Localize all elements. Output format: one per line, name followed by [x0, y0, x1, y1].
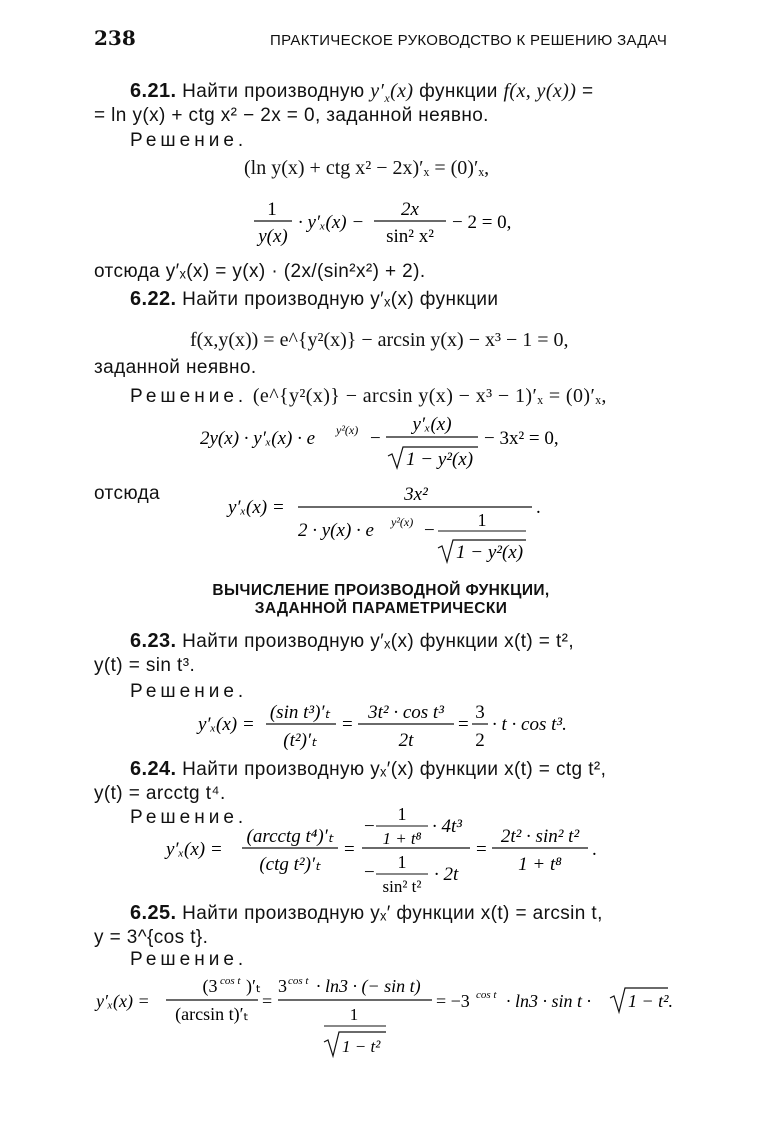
- svg-text:2t² · sin² t²: 2t² · sin² t²: [500, 826, 580, 847]
- svg-text:cos t: cos t: [476, 989, 497, 1001]
- solution-formula: [94, 968, 684, 1060]
- svg-text:sin² t²: sin² t²: [382, 877, 422, 896]
- svg-text:= −3: = −3: [436, 991, 470, 1011]
- svg-text:cos t: cos t: [220, 975, 241, 987]
- svg-text:3x²: 3x²: [404, 484, 428, 505]
- svg-text:· t · cos t³.: · t · cos t³.: [492, 714, 567, 735]
- svg-text:y′ₓ(x) =: y′ₓ(x) =: [166, 839, 223, 860]
- svg-text:.: .: [592, 839, 597, 860]
- problem-statement-line-2: заданной неявно.: [94, 357, 257, 378]
- svg-text:=: =: [262, 991, 273, 1011]
- svg-text:1 − t².: 1 − t².: [628, 991, 674, 1011]
- svg-text:(arcsin t)′ₜ: (arcsin t)′ₜ: [175, 1004, 249, 1024]
- statement-text: Найти производную yₓ′ функции x(t) = arcsin t,: [182, 903, 603, 924]
- svg-text:1: 1: [397, 852, 407, 872]
- svg-text:=: =: [476, 839, 487, 860]
- svg-text:1: 1: [397, 804, 407, 824]
- svg-text:−: −: [364, 816, 375, 837]
- svg-text:1 − t²: 1 − t²: [342, 1037, 381, 1056]
- problem-statement-line-2: y(t) = sin t³.: [94, 655, 196, 676]
- solution-label: Решение.: [130, 681, 248, 702]
- equation-2: [250, 196, 520, 252]
- statement-text: Найти производную y′ₓ(x) функции x(t) = t²,: [182, 631, 575, 652]
- svg-text:y²(x): y²(x): [391, 515, 414, 529]
- svg-text:3t² · cos t³: 3t² · cos t³: [368, 702, 444, 723]
- svg-text:.: .: [536, 497, 541, 518]
- svg-text:1 + t⁸: 1 + t⁸: [382, 829, 422, 848]
- svg-text:− 3x² = 0,: − 3x² = 0,: [484, 428, 559, 449]
- svg-text:y′ₓ(x) =: y′ₓ(x) =: [198, 714, 255, 735]
- svg-text:y²(x): y²(x): [336, 423, 359, 437]
- svg-text:(ctg t²)′ₜ: (ctg t²)′ₜ: [259, 854, 321, 875]
- solution-label: Решение.: [130, 949, 248, 970]
- svg-text:(t²)′ₜ: (t²)′ₜ: [283, 730, 317, 751]
- page-number: 238: [94, 26, 136, 50]
- svg-text:2x: 2x: [401, 199, 419, 220]
- solution-line: [130, 385, 607, 408]
- running-title: ПРАКТИЧЕСКОЕ РУКОВОДСТВО К РЕШЕНИЮ ЗАДАЧ: [270, 32, 668, 49]
- svg-text:2y(x) · y′ₓ(x) · e: 2y(x) · y′ₓ(x) · e: [200, 428, 316, 449]
- svg-text:1 + t⁸: 1 + t⁸: [518, 854, 562, 875]
- svg-text:−: −: [370, 428, 381, 449]
- svg-text:1: 1: [267, 199, 277, 220]
- statement-text: Найти производную y′ₓ(x) функции: [182, 289, 499, 310]
- svg-text:1 − y²(x): 1 − y²(x): [406, 449, 474, 470]
- solution-formula: [196, 700, 596, 752]
- problem-number: 6.22.: [130, 288, 177, 310]
- problem-statement-line-1: [130, 902, 603, 925]
- svg-text:2: 2: [475, 730, 485, 751]
- problem-statement-line-2: y = 3^{cos t}.: [94, 927, 209, 948]
- svg-text:· 2t: · 2t: [434, 864, 459, 885]
- problem-number: 6.23.: [130, 630, 177, 652]
- svg-text:· 4t³: · 4t³: [432, 816, 462, 837]
- equation-0: f(x,y(x)) = e^{y²(x)} − arcsin y(x) − x³ − 1 = 0,: [190, 329, 569, 351]
- problem-statement-line-2: = ln y(x) + ctg x² − 2x = 0, заданной неявно.: [94, 105, 489, 126]
- equation-1: (e^{y²(x)} − arcsin y(x) − x³ − 1)′ₓ = (0)′ₓ,: [252, 385, 607, 407]
- solution-label: Решение.: [130, 807, 248, 828]
- solution-formula: [164, 802, 614, 898]
- svg-text:y′ₓ(x) =: y′ₓ(x) =: [228, 497, 285, 518]
- svg-text:=: =: [344, 839, 355, 860]
- svg-text:(sin t³)′ₜ: (sin t³)′ₜ: [269, 702, 331, 723]
- result-formula: [226, 478, 556, 570]
- problem-statement-line-1: [130, 758, 606, 781]
- svg-text:cos t: cos t: [288, 975, 309, 987]
- solution-label: Решение.: [130, 130, 248, 151]
- svg-text:· y′ₓ(x) −: · y′ₓ(x) −: [298, 212, 365, 233]
- problem-number: 6.21.: [130, 80, 177, 102]
- svg-text:1: 1: [477, 510, 487, 530]
- svg-text:3: 3: [475, 702, 485, 723]
- svg-text:· ln3 · (− sin t): · ln3 · (− sin t): [316, 976, 421, 996]
- svg-text:1: 1: [349, 1005, 359, 1024]
- section-heading-line-2: ЗАДАННОЙ ПАРАМЕТРИЧЕСКИ: [254, 600, 508, 617]
- problem-statement-line-1: 6.21. Найти производную $y'_x(x)$ функции f(x, y(x)) =: [130, 80, 594, 105]
- equation-1: (ln y(x) + ctg x² − 2x)′ₓ = (0)′ₓ,: [244, 157, 490, 179]
- svg-text:(arcctg t⁴)′ₜ: (arcctg t⁴)′ₜ: [246, 826, 334, 847]
- svg-text:· ln3 · sin t ·: · ln3 · sin t ·: [506, 991, 592, 1011]
- problem-statement-line-2: y(t) = arcctg t⁴.: [94, 783, 226, 804]
- problem-number: 6.24.: [130, 758, 177, 780]
- svg-text:y(x): y(x): [258, 226, 288, 247]
- result: отсюда y′ₓ(x) = y(x) · (2x/(sin²x²) + 2).: [94, 261, 426, 282]
- section-heading-line-1: ВЫЧИСЛЕНИЕ ПРОИЗВОДНОЙ ФУНКЦИИ,: [212, 582, 550, 599]
- svg-text:3: 3: [278, 976, 287, 996]
- svg-text:2 · y(x) · e: 2 · y(x) · e: [298, 520, 374, 541]
- svg-text:2t: 2t: [398, 730, 414, 751]
- svg-text:)′ₜ: )′ₜ: [246, 976, 262, 996]
- svg-text:sin² x²: sin² x²: [386, 226, 434, 247]
- svg-text:y′ₓ(x) =: y′ₓ(x) =: [96, 991, 150, 1011]
- svg-text:−: −: [364, 862, 375, 883]
- svg-text:−: −: [424, 520, 435, 541]
- equation-2: [196, 410, 586, 472]
- problem-statement-line-1: [130, 288, 498, 311]
- result-label: отсюда: [94, 483, 161, 504]
- svg-text:− 2 = 0,: − 2 = 0,: [452, 212, 512, 233]
- svg-text:(3: (3: [202, 976, 218, 996]
- svg-text:y′ₓ(x): y′ₓ(x): [412, 414, 452, 435]
- statement-text: Найти производную yₓ′(x) функции x(t) = ctg t²,: [182, 759, 607, 780]
- svg-text:1 − y²(x): 1 − y²(x): [456, 542, 524, 563]
- problem-number: 6.25.: [130, 902, 177, 924]
- solution-label: Решение.: [130, 386, 248, 407]
- problem-statement-line-1: [130, 630, 574, 653]
- svg-text:=: =: [458, 714, 469, 735]
- svg-text:=: =: [342, 714, 353, 735]
